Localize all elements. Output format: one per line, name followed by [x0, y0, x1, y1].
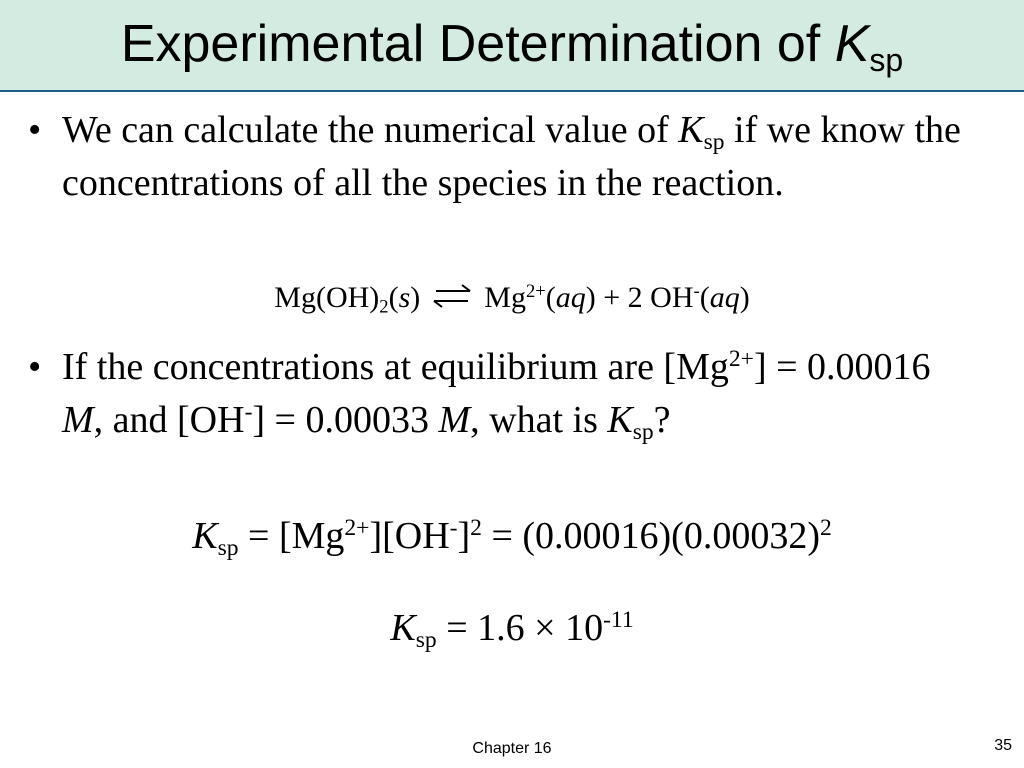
bullet-point-2: [28, 341, 978, 447]
bullet-marker: •: [28, 346, 42, 388]
page-number: 35: [994, 737, 1012, 754]
bullet-text: We can calculate the numerical value of $K_{sp}$ if we know the concentrations of all the species in the reaction.: [62, 109, 961, 204]
equilibrium-arrows-icon: [430, 283, 474, 309]
dissolution-equation: $Mg(OH)_2(s) Mg^{2+}(aq) + 2$ OH-(aq): [274, 280, 750, 318]
slide-title: Experimental Determination of $K_{sp}$: [120, 15, 904, 78]
bullet-marker: •: [28, 109, 42, 151]
title-bar: [0, 0, 1024, 92]
bullet-text: If the concentrations at equilibrium are $[Mg^{2+}] = 0.00016$ M, and [OH-] = 0.00033 M, what is $K_{sp}$?: [62, 346, 931, 446]
ksp-expression: $K_{sp} = [Mg^{2+}][OH^-]^2 = (0.00016)(0.00032)^2$: [192, 515, 832, 562]
footer-chapter: Chapter 16: [472, 740, 552, 757]
bullet-point-1: [28, 104, 978, 210]
ksp-result: $K_{sp} = 1.6 \times 10^{-11}$: [390, 607, 634, 654]
